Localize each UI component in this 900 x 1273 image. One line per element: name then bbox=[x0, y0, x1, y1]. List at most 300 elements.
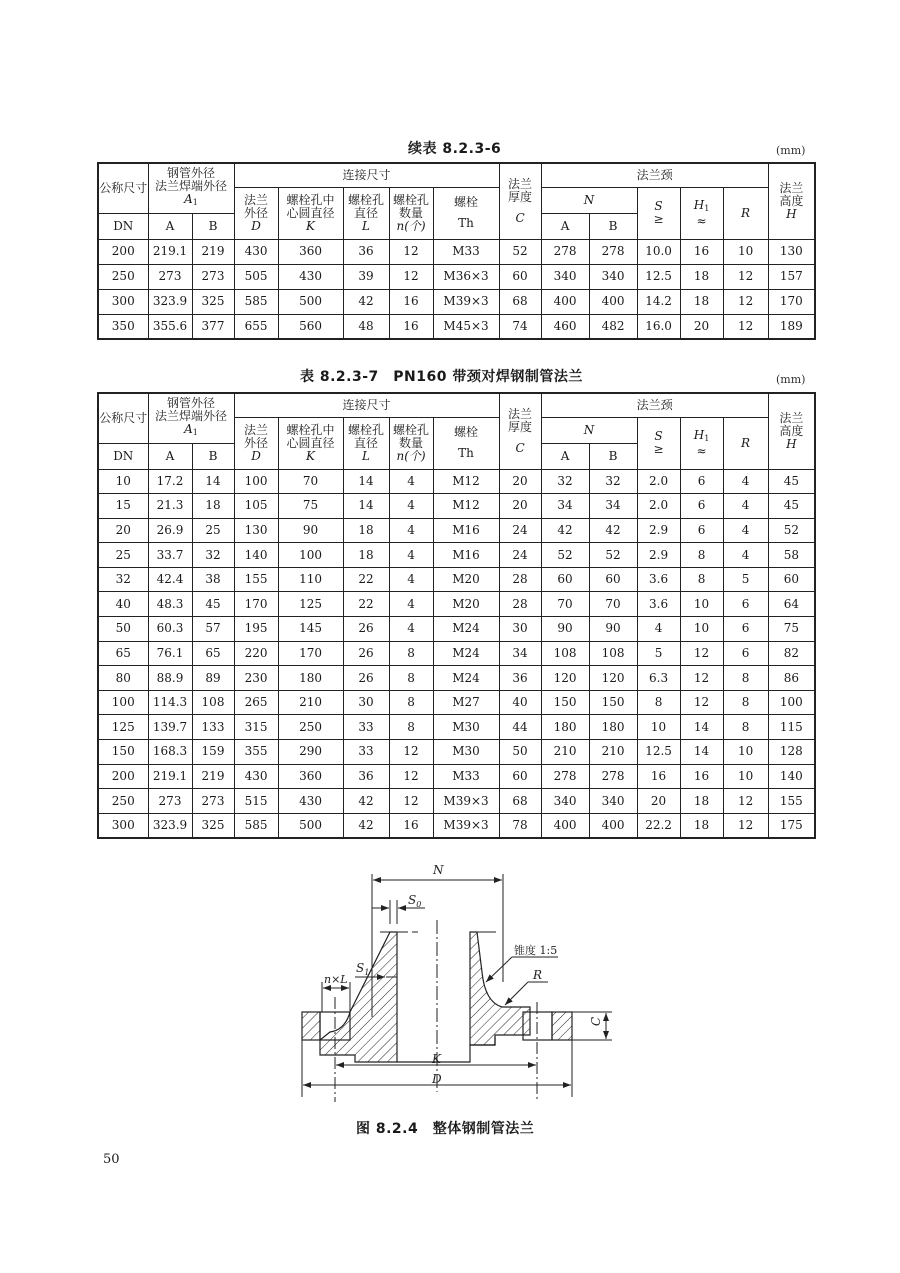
table2-cell: M16 bbox=[433, 543, 499, 568]
figure-caption: 图 8.2.4 整体钢制管法兰 bbox=[356, 1121, 535, 1137]
table2-cell: 8 bbox=[389, 715, 433, 740]
table2-cell: 250 bbox=[278, 715, 343, 740]
table1-cell: 585 bbox=[234, 289, 278, 314]
table2-cell: M12 bbox=[433, 494, 499, 519]
table2-cell: 139.7 bbox=[148, 715, 192, 740]
table2-cell: 82 bbox=[768, 641, 815, 666]
table2-cell: 24 bbox=[499, 518, 541, 543]
table1-header-connect: 连接尺寸 bbox=[234, 163, 499, 187]
table2-cell: 33.7 bbox=[148, 543, 192, 568]
table1-cell: 273 bbox=[192, 264, 234, 289]
table1-cell: 12.5 bbox=[637, 264, 680, 289]
table2-header-n-a: A bbox=[541, 443, 589, 469]
table2-cell: 180 bbox=[278, 666, 343, 691]
table2-cell: M33 bbox=[433, 764, 499, 789]
table2-header-connect: 连接尺寸 bbox=[234, 393, 499, 417]
table2-cell: 3.6 bbox=[637, 592, 680, 617]
table1-row bbox=[98, 314, 815, 339]
table2-row bbox=[98, 641, 815, 666]
table1-cell: 200 bbox=[98, 239, 148, 264]
table2-cell: 60 bbox=[499, 764, 541, 789]
table2-cell: 180 bbox=[589, 715, 637, 740]
table2-cell: 585 bbox=[234, 813, 278, 838]
table2-cell: 90 bbox=[541, 617, 589, 642]
table2-cell: 48.3 bbox=[148, 592, 192, 617]
table1-header-S: S ≥ bbox=[637, 187, 680, 239]
table1-header-n-b: B bbox=[589, 213, 637, 239]
table2-cell: 32 bbox=[589, 469, 637, 494]
table2-title: 表 8.2.3-7 PN160 带颈对焊钢制管法兰 bbox=[300, 369, 583, 385]
table1-cell: 377 bbox=[192, 314, 234, 339]
table2-cell: M30 bbox=[433, 715, 499, 740]
table1-cell: 16.0 bbox=[637, 314, 680, 339]
table2-cell: 6 bbox=[723, 617, 768, 642]
table2-cell: 32 bbox=[98, 567, 148, 592]
table2-cell: 14 bbox=[680, 715, 723, 740]
table2-header-neck: 法兰颈 bbox=[541, 393, 768, 417]
table1-header-n-a: A bbox=[541, 213, 589, 239]
table2-cell: 52 bbox=[589, 543, 637, 568]
table2-cell: 38 bbox=[192, 567, 234, 592]
table2-header-bolt-hole-dia: 螺栓孔直径 L bbox=[343, 417, 389, 469]
table2-cell: M39×3 bbox=[433, 789, 499, 814]
table2-cell: 8 bbox=[680, 543, 723, 568]
table2-header-N: N bbox=[541, 417, 637, 443]
table1-cell: 250 bbox=[98, 264, 148, 289]
table2-header-a: A bbox=[148, 443, 192, 469]
table2-cell: 315 bbox=[234, 715, 278, 740]
table2-cell: M24 bbox=[433, 617, 499, 642]
table2-cell: 10 bbox=[723, 764, 768, 789]
table2-cell: 2.0 bbox=[637, 494, 680, 519]
table2-cell: 278 bbox=[589, 764, 637, 789]
table2-cell: 24 bbox=[499, 543, 541, 568]
table1-body bbox=[98, 239, 815, 339]
table2-cell: 33 bbox=[343, 740, 389, 765]
table2-cell: 75 bbox=[768, 617, 815, 642]
table2-cell: 6 bbox=[723, 641, 768, 666]
table2-cell: 115 bbox=[768, 715, 815, 740]
table2-cell: 133 bbox=[192, 715, 234, 740]
table2-cell: 80 bbox=[98, 666, 148, 691]
table2-cell: 25 bbox=[98, 543, 148, 568]
table2-cell: 8 bbox=[389, 641, 433, 666]
table1-cell: 68 bbox=[499, 289, 541, 314]
table2-header-dn: 公称尺寸 bbox=[98, 393, 148, 443]
table2-header-S: S ≥ bbox=[637, 417, 680, 469]
table2-cell: 210 bbox=[589, 740, 637, 765]
table2-cell: 18 bbox=[343, 518, 389, 543]
label-N: N bbox=[433, 863, 444, 877]
table1-cell: 170 bbox=[768, 289, 815, 314]
table1-header-bolt-hole-dia: 螺栓孔直径 L bbox=[343, 187, 389, 239]
table1-cell: 18 bbox=[680, 289, 723, 314]
table1-cell: 300 bbox=[98, 289, 148, 314]
table1-cell: 325 bbox=[192, 289, 234, 314]
table2-cell: 58 bbox=[768, 543, 815, 568]
table2-cell: 26.9 bbox=[148, 518, 192, 543]
table1-header-bolt: 螺栓 Th bbox=[433, 187, 499, 239]
table2-cell: 4 bbox=[389, 518, 433, 543]
table2-cell: 20 bbox=[499, 494, 541, 519]
table2-row bbox=[98, 469, 815, 494]
table2-cell: 430 bbox=[278, 789, 343, 814]
table2-cell: 78 bbox=[499, 813, 541, 838]
table2-cell: 50 bbox=[98, 617, 148, 642]
table2-cell: 32 bbox=[541, 469, 589, 494]
table2-cell: 2.9 bbox=[637, 518, 680, 543]
table2-cell: 100 bbox=[234, 469, 278, 494]
table1-cell: 273 bbox=[148, 264, 192, 289]
table2-cell: 70 bbox=[589, 592, 637, 617]
table2-cell: 108 bbox=[192, 690, 234, 715]
table2-cell: 12.5 bbox=[637, 740, 680, 765]
table2-cell: 10 bbox=[680, 617, 723, 642]
table2-cell: 108 bbox=[589, 641, 637, 666]
table2-cell: 6 bbox=[680, 518, 723, 543]
table2-cell: 230 bbox=[234, 666, 278, 691]
table1-header-thickness: 法兰厚度 C bbox=[499, 163, 541, 239]
table2-cell: 300 bbox=[98, 813, 148, 838]
label-S1: $S_1$ bbox=[356, 961, 370, 977]
table1-cell: 12 bbox=[723, 264, 768, 289]
table2-header-bolt: 螺栓 Th bbox=[433, 417, 499, 469]
table2-cell: 10 bbox=[723, 740, 768, 765]
table2-cell: 8 bbox=[637, 690, 680, 715]
table2-cell: 12 bbox=[680, 641, 723, 666]
table2-cell: 26 bbox=[343, 666, 389, 691]
table1-title: 续表 8.2.3-6 bbox=[408, 141, 502, 157]
table1-cell: 460 bbox=[541, 314, 589, 339]
table1-cell: 12 bbox=[723, 289, 768, 314]
table2-cell: 400 bbox=[589, 813, 637, 838]
table2-cell: 4 bbox=[389, 592, 433, 617]
table1-cell: M33 bbox=[433, 239, 499, 264]
table2-cell: 12 bbox=[389, 740, 433, 765]
table2-header-n-b: B bbox=[589, 443, 637, 469]
table2-cell: 500 bbox=[278, 813, 343, 838]
table1-header-neck: 法兰颈 bbox=[541, 163, 768, 187]
table2-cell: 4 bbox=[723, 543, 768, 568]
table1-header-flange-od: 法兰外径 D bbox=[234, 187, 278, 239]
table2-cell: 36 bbox=[499, 666, 541, 691]
table2-cell: 42 bbox=[541, 518, 589, 543]
table1-cell: 36 bbox=[343, 239, 389, 264]
table1-cell: 340 bbox=[589, 264, 637, 289]
table2-cell: 12 bbox=[680, 690, 723, 715]
table1-header-bolt-hole-qty: 螺栓孔数量 n(个) bbox=[389, 187, 433, 239]
table2-cell: 42 bbox=[343, 813, 389, 838]
table1-cell: 400 bbox=[541, 289, 589, 314]
table1-cell: 39 bbox=[343, 264, 389, 289]
table1-header-height: 法兰高度 H bbox=[768, 163, 815, 239]
table1-cell: M36×3 bbox=[433, 264, 499, 289]
table1-row bbox=[98, 264, 815, 289]
table2-header-R: R bbox=[723, 417, 768, 469]
table2-cell: 125 bbox=[278, 592, 343, 617]
table1-cell: 505 bbox=[234, 264, 278, 289]
label-nxL: n×L bbox=[324, 973, 348, 986]
table2-cell: 40 bbox=[499, 690, 541, 715]
table2-cell: 17.2 bbox=[148, 469, 192, 494]
table2 bbox=[97, 392, 816, 839]
table2-cell: 168.3 bbox=[148, 740, 192, 765]
table1-cell: M45×3 bbox=[433, 314, 499, 339]
table2-cell: 18 bbox=[343, 543, 389, 568]
table2-cell: 20 bbox=[98, 518, 148, 543]
table2-cell: 360 bbox=[278, 764, 343, 789]
table1-cell: 157 bbox=[768, 264, 815, 289]
table2-cell: 18 bbox=[192, 494, 234, 519]
table2-cell: 355 bbox=[234, 740, 278, 765]
table2-cell: 42 bbox=[589, 518, 637, 543]
table2-cell: 16 bbox=[637, 764, 680, 789]
table2-cell: 28 bbox=[499, 567, 541, 592]
table2-cell: 52 bbox=[541, 543, 589, 568]
table2-cell: 28 bbox=[499, 592, 541, 617]
table2-cell: 8 bbox=[389, 690, 433, 715]
table2-header-flange-od: 法兰外径 D bbox=[234, 417, 278, 469]
table2-row bbox=[98, 715, 815, 740]
table1-cell: 42 bbox=[343, 289, 389, 314]
table1-header-b: B bbox=[192, 213, 234, 239]
table2-header-dn-code: DN bbox=[98, 443, 148, 469]
table2-unit: (mm) bbox=[776, 373, 806, 386]
table2-cell: 100 bbox=[98, 690, 148, 715]
table1-cell: 10 bbox=[723, 239, 768, 264]
table2-cell: 12 bbox=[680, 666, 723, 691]
table2-cell: 8 bbox=[389, 666, 433, 691]
table2-cell: 50 bbox=[499, 740, 541, 765]
table2-cell: 210 bbox=[278, 690, 343, 715]
table2-cell: 4 bbox=[389, 567, 433, 592]
table2-row bbox=[98, 494, 815, 519]
table2-cell: 250 bbox=[98, 789, 148, 814]
table1-cell: 10.0 bbox=[637, 239, 680, 264]
table1-cell: 350 bbox=[98, 314, 148, 339]
table2-cell: 44 bbox=[499, 715, 541, 740]
table2-cell: 10 bbox=[637, 715, 680, 740]
table2-cell: 430 bbox=[234, 764, 278, 789]
table1-cell: 14.2 bbox=[637, 289, 680, 314]
table1-cell: M39×3 bbox=[433, 289, 499, 314]
table2-cell: 273 bbox=[148, 789, 192, 814]
table2-cell: 89 bbox=[192, 666, 234, 691]
table2-cell: 273 bbox=[192, 789, 234, 814]
table2-cell: 8 bbox=[680, 567, 723, 592]
table2-cell: 2.9 bbox=[637, 543, 680, 568]
table2-cell: 195 bbox=[234, 617, 278, 642]
table1-cell: 52 bbox=[499, 239, 541, 264]
table2-cell: 4 bbox=[389, 469, 433, 494]
table2-cell: 180 bbox=[541, 715, 589, 740]
table2-cell: 170 bbox=[278, 641, 343, 666]
table2-cell: 10 bbox=[680, 592, 723, 617]
table2-row bbox=[98, 518, 815, 543]
table1-cell: 12 bbox=[389, 264, 433, 289]
label-C: C bbox=[589, 1016, 603, 1026]
table1-header-H1: $H_1$ ≈ bbox=[680, 187, 723, 239]
table1-row bbox=[98, 239, 815, 264]
table1-cell: 430 bbox=[234, 239, 278, 264]
table2-cell: 15 bbox=[98, 494, 148, 519]
table2-body bbox=[98, 469, 815, 838]
table2-cell: 60 bbox=[541, 567, 589, 592]
table2-header-H1: $H_1$ ≈ bbox=[680, 417, 723, 469]
table2-cell: 4 bbox=[723, 469, 768, 494]
table2-cell: 5 bbox=[723, 567, 768, 592]
table2-cell: 108 bbox=[541, 641, 589, 666]
table1-cell: 482 bbox=[589, 314, 637, 339]
table2-cell: 515 bbox=[234, 789, 278, 814]
table1-cell: 278 bbox=[589, 239, 637, 264]
flange-drawing bbox=[290, 862, 630, 1112]
table2-row bbox=[98, 813, 815, 838]
table2-cell: 175 bbox=[768, 813, 815, 838]
table1-cell: 74 bbox=[499, 314, 541, 339]
table2-cell: 57 bbox=[192, 617, 234, 642]
table1-cell: 20 bbox=[680, 314, 723, 339]
table2-cell: 16 bbox=[680, 764, 723, 789]
table2-cell: M24 bbox=[433, 641, 499, 666]
table2-cell: 159 bbox=[192, 740, 234, 765]
table2-cell: 16 bbox=[389, 813, 433, 838]
table2-cell: 150 bbox=[541, 690, 589, 715]
table2-cell: 90 bbox=[278, 518, 343, 543]
table2-cell: 140 bbox=[234, 543, 278, 568]
table2-cell: 36 bbox=[343, 764, 389, 789]
table2-cell: 290 bbox=[278, 740, 343, 765]
table2-cell: 33 bbox=[343, 715, 389, 740]
table2-cell: 18 bbox=[680, 813, 723, 838]
table1-cell: 400 bbox=[589, 289, 637, 314]
table2-cell: 70 bbox=[278, 469, 343, 494]
table2-row bbox=[98, 740, 815, 765]
table1-unit: (mm) bbox=[776, 144, 806, 157]
table2-cell: 340 bbox=[541, 789, 589, 814]
label-taper: 锥度 1:5 bbox=[514, 944, 558, 957]
table2-cell: 18 bbox=[680, 789, 723, 814]
table2-cell: 200 bbox=[98, 764, 148, 789]
table2-cell: 120 bbox=[589, 666, 637, 691]
table2-cell: 100 bbox=[278, 543, 343, 568]
table2-cell: 145 bbox=[278, 617, 343, 642]
table2-cell: 65 bbox=[98, 641, 148, 666]
table2-cell: 155 bbox=[234, 567, 278, 592]
table2-row bbox=[98, 543, 815, 568]
table2-cell: 26 bbox=[343, 641, 389, 666]
table2-cell: 105 bbox=[234, 494, 278, 519]
table2-cell: 210 bbox=[541, 740, 589, 765]
table2-cell: 45 bbox=[768, 469, 815, 494]
table1-cell: 60 bbox=[499, 264, 541, 289]
table2-cell: 128 bbox=[768, 740, 815, 765]
table2-cell: 20 bbox=[499, 469, 541, 494]
table2-row bbox=[98, 567, 815, 592]
table2-header-bolt-circle: 螺栓孔中心圆直径 K bbox=[278, 417, 343, 469]
table1-cell: 655 bbox=[234, 314, 278, 339]
table2-cell: 120 bbox=[541, 666, 589, 691]
table1-cell: 48 bbox=[343, 314, 389, 339]
table1-cell: 12 bbox=[723, 314, 768, 339]
table2-cell: 52 bbox=[768, 518, 815, 543]
table2-cell: 4 bbox=[637, 617, 680, 642]
table2-cell: 30 bbox=[343, 690, 389, 715]
table2-cell: 22 bbox=[343, 592, 389, 617]
table2-header-b: B bbox=[192, 443, 234, 469]
table1-header-a: A bbox=[148, 213, 192, 239]
table1-cell: 16 bbox=[389, 314, 433, 339]
table2-cell: 2.0 bbox=[637, 469, 680, 494]
table1-cell: 278 bbox=[541, 239, 589, 264]
table2-cell: 30 bbox=[499, 617, 541, 642]
table2-cell: 75 bbox=[278, 494, 343, 519]
table2-cell: 32 bbox=[192, 543, 234, 568]
table2-cell: 42.4 bbox=[148, 567, 192, 592]
table2-cell: 4 bbox=[389, 543, 433, 568]
table2-cell: 278 bbox=[541, 764, 589, 789]
table2-cell: M20 bbox=[433, 567, 499, 592]
table2-cell: 64 bbox=[768, 592, 815, 617]
table2-cell: M12 bbox=[433, 469, 499, 494]
table2-cell: M24 bbox=[433, 666, 499, 691]
table2-cell: 22.2 bbox=[637, 813, 680, 838]
table2-cell: 114.3 bbox=[148, 690, 192, 715]
table1-cell: 340 bbox=[541, 264, 589, 289]
table2-cell: 150 bbox=[589, 690, 637, 715]
table2-cell: 219.1 bbox=[148, 764, 192, 789]
table2-cell: 21.3 bbox=[148, 494, 192, 519]
table2-cell: 140 bbox=[768, 764, 815, 789]
table1-cell: 355.6 bbox=[148, 314, 192, 339]
table2-row bbox=[98, 789, 815, 814]
table2-cell: 45 bbox=[192, 592, 234, 617]
table1-header-pipe-od: 钢管外径 法兰焊端外径 $A_1$ bbox=[148, 163, 234, 213]
table2-cell: 4 bbox=[389, 617, 433, 642]
table2-cell: M20 bbox=[433, 592, 499, 617]
table2-cell: 60 bbox=[768, 567, 815, 592]
table2-header-height: 法兰高度 H bbox=[768, 393, 815, 469]
table2-cell: M16 bbox=[433, 518, 499, 543]
table2-cell: 130 bbox=[234, 518, 278, 543]
table1 bbox=[97, 162, 816, 340]
page-number: 50 bbox=[103, 1152, 120, 1167]
table2-cell: 323.9 bbox=[148, 813, 192, 838]
table2-cell: 5 bbox=[637, 641, 680, 666]
table1-cell: 219 bbox=[192, 239, 234, 264]
table2-cell: 8 bbox=[723, 715, 768, 740]
table2-cell: 125 bbox=[98, 715, 148, 740]
table2-cell: 76.1 bbox=[148, 641, 192, 666]
table2-cell: 4 bbox=[723, 494, 768, 519]
table2-cell: 12 bbox=[723, 813, 768, 838]
table2-cell: 88.9 bbox=[148, 666, 192, 691]
table2-cell: 42 bbox=[343, 789, 389, 814]
table2-cell: 86 bbox=[768, 666, 815, 691]
table2-cell: 40 bbox=[98, 592, 148, 617]
table2-cell: 6 bbox=[680, 469, 723, 494]
table2-cell: 219 bbox=[192, 764, 234, 789]
table2-cell: 10 bbox=[98, 469, 148, 494]
table2-cell: 6.3 bbox=[637, 666, 680, 691]
table2-cell: 45 bbox=[768, 494, 815, 519]
table2-cell: M27 bbox=[433, 690, 499, 715]
table2-cell: 26 bbox=[343, 617, 389, 642]
table2-cell: 14 bbox=[343, 469, 389, 494]
table1-cell: 323.9 bbox=[148, 289, 192, 314]
table1-header-N: N bbox=[541, 187, 637, 213]
table2-cell: 68 bbox=[499, 789, 541, 814]
